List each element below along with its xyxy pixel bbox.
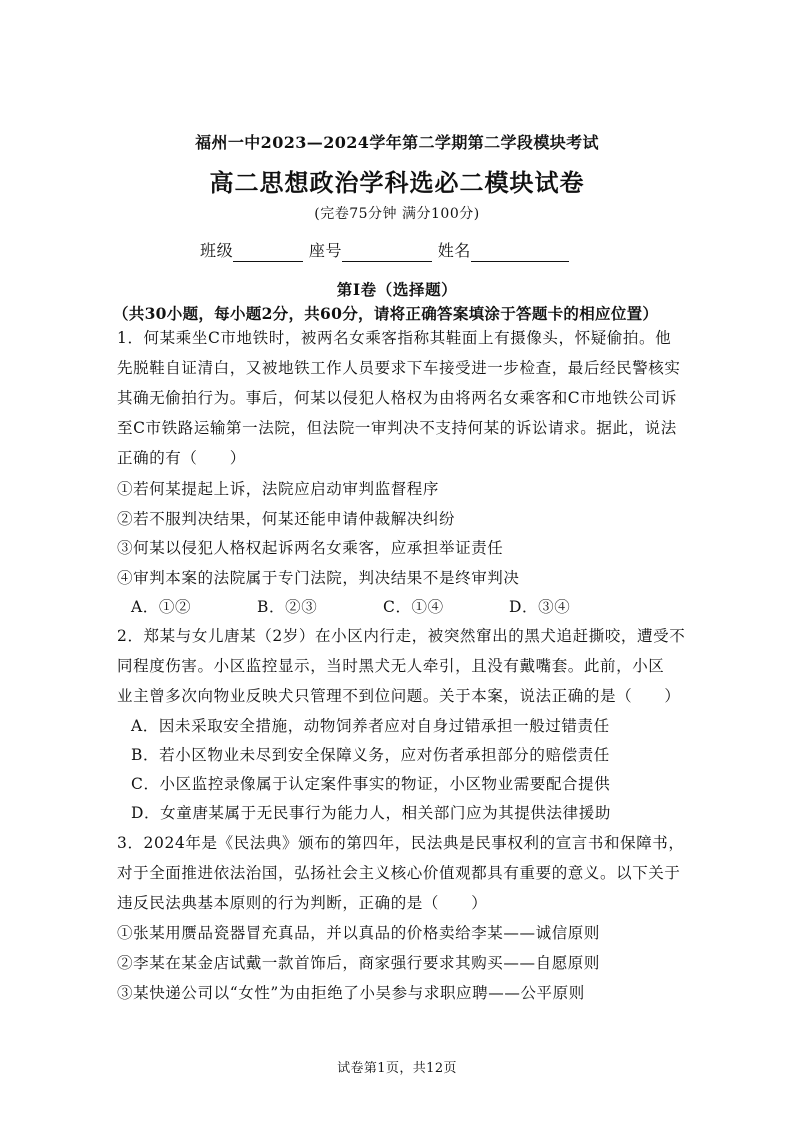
q1-stem-line: 先脱鞋自证清白，又被地铁工作人员要求下车接受进一步检查，最后经民警核实 <box>117 359 681 377</box>
q3-stem-line: 3．2024年是《民法典》颁布的第四年，民法典是民事权利的宣言书和保障书， <box>117 834 685 852</box>
q2-option-a[interactable]: A．因未采取安全措施，动物饲养者应对自身过错承担一般过错责任 <box>131 717 610 735</box>
q1-stem-line: 至C市铁路运输第一法院，但法院一审判决不支持何某的诉讼请求。据此，说法 <box>117 419 677 437</box>
q1-stem-line: 正确的有（ ） <box>117 449 246 467</box>
q1-option-a[interactable]: A．①② <box>131 598 192 616</box>
q2-stem-line: 2．郑某与女儿唐某（2岁）在小区内行走，被突然窜出的黑犬追赶撕咬，遭受不 <box>117 627 686 645</box>
q2-stem-line: 同程度伤害。小区监控显示，当时黑犬无人牵引，且没有戴嘴套。此前，小区 <box>117 657 665 675</box>
class-label: 班级 <box>200 241 234 260</box>
page-title: 高二思想政治学科选必二模块试卷 <box>209 168 585 197</box>
q1-options <box>131 596 631 618</box>
name-blank[interactable] <box>471 245 569 262</box>
q1-item: ①若何某提起上诉，法院应启动审判监督程序 <box>117 480 440 498</box>
q1-item: ③何某以侵犯人格权起诉两名女乘客，应承担举证责任 <box>117 539 504 557</box>
student-info-row <box>200 240 760 262</box>
q3-item: ②李某在某金店试戴一款首饰后，商家强行要求其购买——自愿原则 <box>117 954 601 972</box>
seat-blank[interactable] <box>342 245 432 262</box>
school-exam-line: 福州一中2023—2024学年第二学期第二学段模块考试 <box>195 133 599 152</box>
name-label: 姓名 <box>437 241 471 260</box>
q2-option-d[interactable]: D．女童唐某属于无民事行为能力人，相关部门应为其提供法律援助 <box>131 804 611 822</box>
q1-stem-line: 1．何某乘坐C市地铁时，被两名女乘客指称其鞋面上有摄像头，怀疑偷拍。他 <box>117 329 672 347</box>
q2-stem-line: 业主曾多次向物业反映犬只管理不到位问题。关于本案，说法正确的是（ ） <box>117 687 681 705</box>
q1-item: ②若不服判决结果，何某还能申请仲裁解决纠纷 <box>117 510 456 528</box>
q1-item: ④审判本案的法院属于专门法院，判决结果不是终审判决 <box>117 569 520 587</box>
page-footer: 试卷第1页，共12页 <box>337 1061 457 1076</box>
q3-item: ①张某用赝品瓷器冒充真品，并以真品的价格卖给李某——诚信原则 <box>117 924 601 942</box>
q2-option-c[interactable]: C．小区监控录像属于认定案件事实的物证，小区物业需要配合提供 <box>131 775 611 793</box>
class-blank[interactable] <box>233 245 303 262</box>
q3-stem-line: 对于全面推进依法治国，弘扬社会主义核心价值观都具有重要的意义。以下关于 <box>117 864 681 882</box>
section-title: 第Ⅰ卷（选择题） <box>336 280 458 299</box>
section-note: （共30小题，每小题2分，共60分，请将正确答案填涂于答题卡的相应位置） <box>113 304 659 323</box>
seat-label: 座号 <box>308 241 343 260</box>
q3-stem-line: 违反民法典基本原则的行为判断，正确的是（ ） <box>117 894 488 912</box>
exam-meta: (完卷75分钟 满分100分) <box>314 206 480 222</box>
q1-option-d[interactable]: D．③④ <box>509 598 571 616</box>
q3-item: ③某快递公司以“女性”为由拒绝了小吴参与求职应聘——公平原则 <box>117 984 585 1002</box>
q1-option-c[interactable]: C．①④ <box>383 598 444 616</box>
q1-option-b[interactable]: B．②③ <box>257 598 318 616</box>
q2-option-b[interactable]: B．若小区物业未尽到安全保障义务，应对伤者承担部分的赔偿责任 <box>131 746 610 764</box>
q1-stem-line: 其确无偷拍行为。事后，何某以侵犯人格权为由将两名女乘客和C市地铁公司诉 <box>117 389 677 407</box>
